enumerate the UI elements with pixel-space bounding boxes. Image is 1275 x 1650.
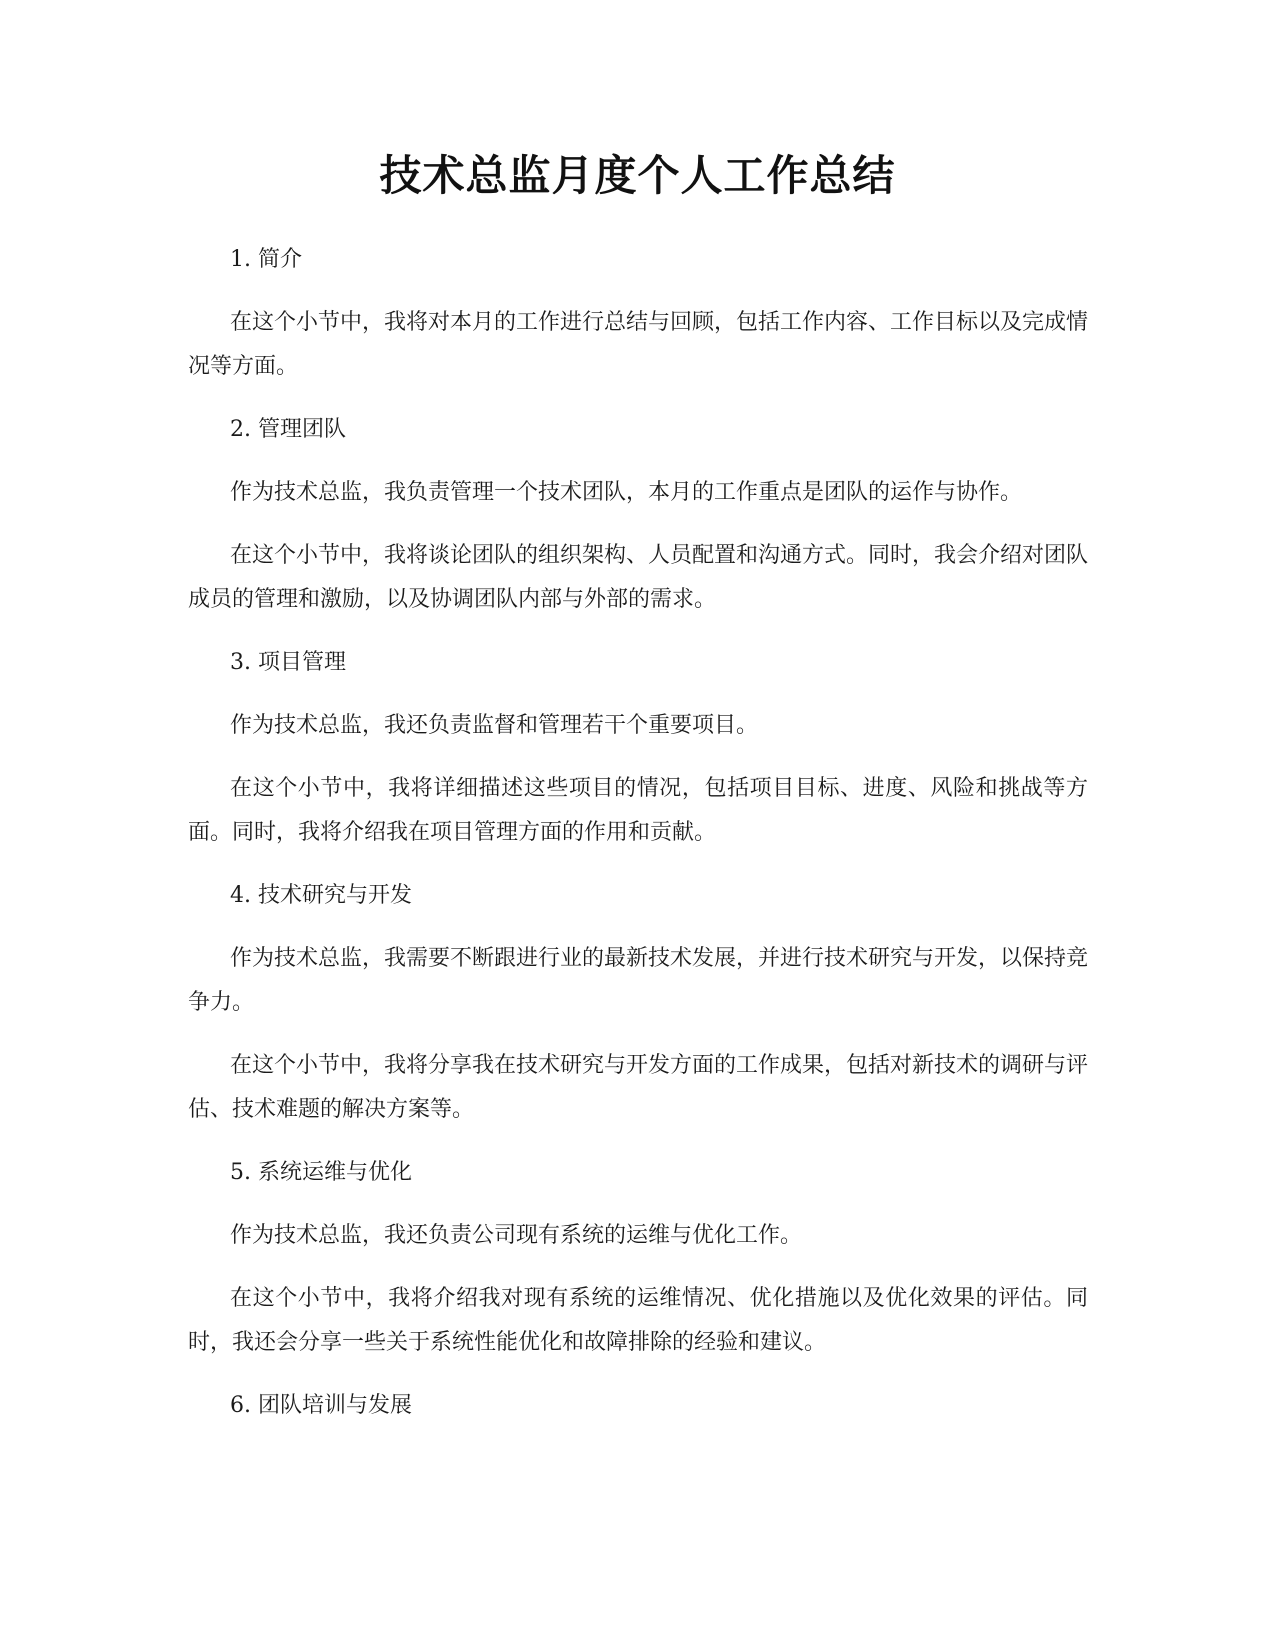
paragraph: 作为技术总监，我还负责公司现有系统的运维与优化工作。 (230, 1223, 803, 1248)
section-heading: 1. 简介 (230, 247, 302, 272)
paragraph: 作为技术总监，我还负责监督和管理若干个重要项目。 (230, 713, 759, 738)
section-heading: 5. 系统运维与优化 (230, 1160, 412, 1185)
paragraph: 在这个小节中，我将谈论团队的组织架构、人员配置和沟通方式。同时，我会介绍对团队成员的管理和激励，以及协调团队内部与外部的需求。 (188, 543, 1089, 612)
section-intro (188, 238, 1088, 389)
section-tech-research (188, 874, 1088, 1132)
section-heading: 2. 管理团队 (230, 417, 346, 442)
document-body (188, 238, 1088, 1428)
document-title: 技术总监月度个人工作总结 (379, 151, 896, 200)
section-team-management (188, 408, 1088, 622)
paragraph: 在这个小节中，我将分享我在技术研究与开发方面的工作成果，包括对新技术的调研与评估、技术难题的解决方案等。 (188, 1053, 1089, 1122)
section-team-training (188, 1384, 1088, 1428)
paragraph: 作为技术总监，我需要不断跟进行业的最新技术发展，并进行技术研究与开发，以保持竞争力。 (188, 946, 1089, 1015)
section-heading: 6. 团队培训与发展 (230, 1393, 412, 1418)
paragraph: 在这个小节中，我将对本月的工作进行总结与回顾，包括工作内容、工作目标以及完成情况等方面。 (188, 310, 1089, 379)
paragraph: 在这个小节中，我将详细描述这些项目的情况，包括项目目标、进度、风险和挑战等方面。同时，我将介绍我在项目管理方面的作用和贡献。 (188, 776, 1088, 845)
paragraph: 在这个小节中，我将介绍我对现有系统的运维情况、优化措施以及优化效果的评估。同时，我还会分享一些关于系统性能优化和故障排除的经验和建议。 (188, 1286, 1088, 1355)
section-system-ops (188, 1151, 1088, 1365)
section-heading: 3. 项目管理 (230, 650, 346, 675)
section-heading: 4. 技术研究与开发 (230, 883, 412, 908)
paragraph: 作为技术总监，我负责管理一个技术团队，本月的工作重点是团队的运作与协作。 (230, 480, 1023, 505)
section-project-management (188, 641, 1088, 855)
